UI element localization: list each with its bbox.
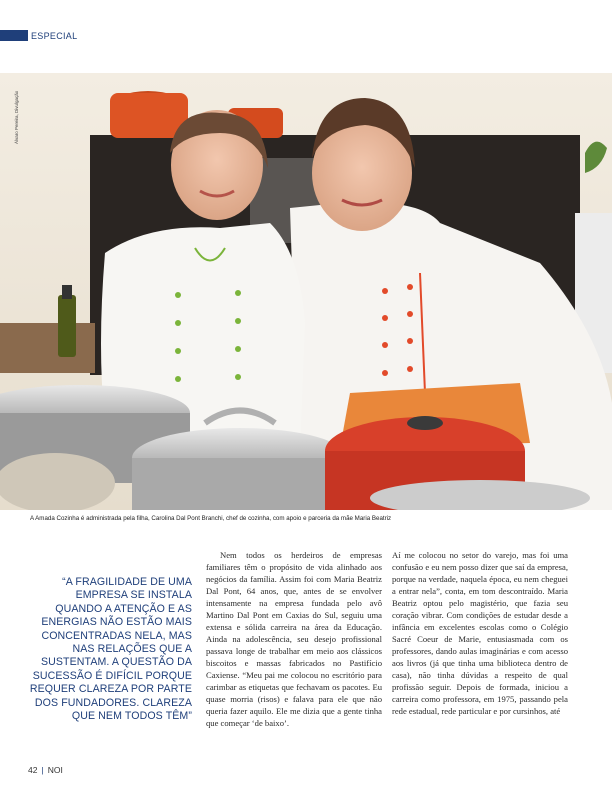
article-column-1: Nem todos os herdeiros de empresas familiares têm o propósito de vida alinhado aos negócios da família. Assim foi com Maria Beatriz Dal Pont, 64 anos, que, antes de se envolver intensamente na empresa fundada pelo avô Martino Dal Pont em Caxias do Sul, seguiu uma extensa e sólida carreira na área da Educação. Ainda na adolescência, seu desejo profissional passava longe de trabalhar em meio aos clássicos biscoitos e massas fabricados no Pastifício Caxiense. “Meu pai me colocou no escritório para carimbar as etiquetas que fechavam os pacotes. Eu quase morria (risos) e falava para ele que não queria fazer aquilo. Ele me dizia que a gente tinha que começar ‘de baixo’. — [206, 550, 382, 728]
pull-quote: “A FRAGILIDADE DE UMA EMPRESA SE INSTALA QUANDO A ATENÇÃO E AS ENERGIAS NÃO ESTÃO MAIS CONCENTRADAS NELA, MAS NAS RELAÇÕES QUE A SUSTENTAM. A QUESTÃO DA SUCESSÃO É DIFÍCIL PORQUE REQUER CLAREZA POR PARTE DOS FUNDADORES. CLAREZA QUE NEM TODOS TÊM” — [29, 576, 192, 723]
photo-credit: Álvaro Pereira, Divulgação — [14, 90, 19, 144]
photo-caption: A Amada Cozinha é administrada pela filha, Carolina Dal Pont Branchi, chef de cozinha, com apoio e parceria da mãe Maria Beatriz — [30, 515, 392, 522]
magazine-name: NOI — [47, 765, 63, 775]
hero-photo — [0, 73, 612, 510]
page-footer — [28, 765, 63, 775]
section-color-bar — [0, 30, 28, 41]
footer-separator: | — [41, 765, 44, 775]
article-column-2: Aí me colocou no setor do varejo, mas foi uma confusão e eu nem posso dizer que saí da empresa, porque na verdade, naquela época, eu nem cheguei a entrar nela”, conta, em tom descontraído. Maria Beatriz optou pelo magistério, que fazia seu coração vibrar. Com condições de estudar desde a infância em excelentes escolas como o Colégio Sacré Coeur de Marie, entusiasmada com os professores, dando aulas imaginárias e com acesso aos livros (já que tinha uma biblioteca dentro de casa), não tinha dúvidas a respeito de qual profissão seguir. Depois de formada, iniciou a carreira como professora, em 1975, passando pela rede estadual, rede particular e por cursinhos, até — [392, 550, 568, 716]
section-label: ESPECIAL — [31, 31, 78, 41]
page-number: 42 — [28, 765, 38, 775]
